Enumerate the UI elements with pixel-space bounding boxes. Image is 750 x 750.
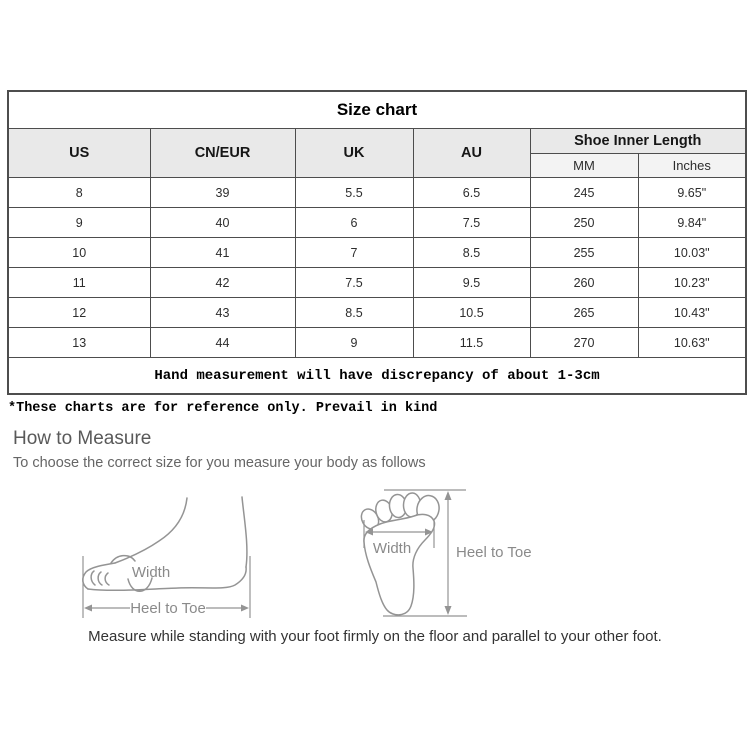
top-width-label: Width — [372, 540, 412, 557]
size-cell: 40 — [150, 208, 295, 238]
size-cell: 42 — [150, 268, 295, 298]
foot-side-view-diagram — [58, 478, 273, 626]
size-cell: 7.5 — [413, 208, 530, 238]
size-cell: 7 — [295, 238, 413, 268]
size-cell: 260 — [530, 268, 638, 298]
foot-top-view-diagram — [350, 476, 580, 628]
size-cell: 9 — [295, 328, 413, 358]
size-cell: 8.5 — [413, 238, 530, 268]
col-header-cneur: CN/EUR — [150, 129, 295, 178]
size-cell: 39 — [150, 178, 295, 208]
table-row — [8, 178, 746, 208]
col-header-au: AU — [413, 129, 530, 178]
size-cell: 11.5 — [413, 328, 530, 358]
size-cell: 8 — [8, 178, 150, 208]
size-cell: 43 — [150, 298, 295, 328]
table-header-row — [8, 129, 746, 154]
side-width-label: Width — [131, 564, 171, 581]
table-body — [8, 178, 746, 358]
size-cell: 44 — [150, 328, 295, 358]
size-cell: 6 — [295, 208, 413, 238]
size-cell: 10.5 — [413, 298, 530, 328]
table-title: Size chart — [8, 91, 746, 129]
table-title-row — [8, 91, 746, 129]
size-cell: 250 — [530, 208, 638, 238]
size-cell: 7.5 — [295, 268, 413, 298]
table-row — [8, 238, 746, 268]
size-cell: 255 — [530, 238, 638, 268]
size-cell: 13 — [8, 328, 150, 358]
size-cell: 270 — [530, 328, 638, 358]
size-cell: 10 — [8, 238, 150, 268]
size-cell: 9.84" — [638, 208, 746, 238]
reference-note: *These charts are for reference only. Prevail in kind — [8, 401, 438, 416]
size-cell: 9 — [8, 208, 150, 238]
size-chart-table — [7, 90, 747, 395]
size-cell: 8.5 — [295, 298, 413, 328]
col-header-inches: Inches — [638, 154, 746, 178]
how-to-measure-heading: How to Measure — [13, 428, 152, 449]
size-cell: 12 — [8, 298, 150, 328]
col-header-us: US — [8, 129, 150, 178]
size-cell: 265 — [530, 298, 638, 328]
how-to-measure-subheading: To choose the correct size for you measure your body as follows — [13, 455, 426, 471]
table-row — [8, 328, 746, 358]
size-cell: 6.5 — [413, 178, 530, 208]
size-cell: 10.23" — [638, 268, 746, 298]
size-cell: 41 — [150, 238, 295, 268]
size-cell: 5.5 — [295, 178, 413, 208]
table-row — [8, 268, 746, 298]
measure-caption: Measure while standing with your foot firmly on the floor and parallel to your other foot. — [88, 628, 662, 645]
size-cell: 9.5 — [413, 268, 530, 298]
size-cell: 10.63" — [638, 328, 746, 358]
table-footnote-row — [8, 358, 746, 395]
top-heel-to-toe-label: Heel to Toe — [456, 544, 532, 561]
col-header-mm: MM — [530, 154, 638, 178]
table-row — [8, 298, 746, 328]
size-cell: 245 — [530, 178, 638, 208]
col-header-inner-length: Shoe Inner Length — [530, 129, 746, 154]
size-cell: 9.65" — [638, 178, 746, 208]
col-header-uk: UK — [295, 129, 413, 178]
side-heel-to-toe-label: Heel to Toe — [130, 600, 206, 617]
size-cell: 10.43" — [638, 298, 746, 328]
size-cell: 10.03" — [638, 238, 746, 268]
size-cell: 11 — [8, 268, 150, 298]
table-row — [8, 208, 746, 238]
table-footnote: Hand measurement will have discrepancy of about 1-3cm — [8, 358, 746, 395]
